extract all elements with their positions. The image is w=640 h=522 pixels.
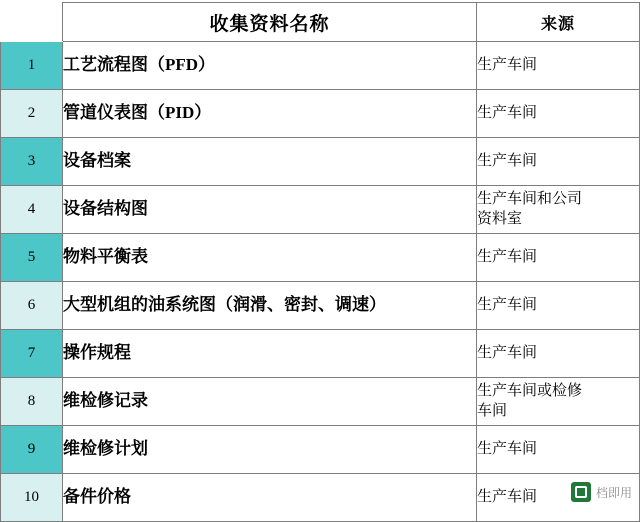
- row-source-line2: 资料室: [477, 210, 523, 227]
- row-source: [477, 378, 640, 426]
- row-source: [477, 282, 640, 330]
- row-name: 大型机组的油系统图（润滑、密封、调速）: [63, 282, 477, 330]
- row-source: [477, 90, 640, 138]
- row-source-line1: 生产车间: [477, 440, 538, 457]
- table-row: [1, 426, 640, 474]
- row-index: 2: [1, 90, 63, 138]
- row-source-line1: 生产车间: [477, 296, 538, 313]
- header-index-blank: [1, 3, 63, 42]
- row-source-line1: 生产车间: [477, 344, 538, 361]
- row-index: 7: [1, 330, 63, 378]
- collection-materials-table: [0, 2, 640, 522]
- row-source-line1: 生产车间或检修: [477, 383, 583, 399]
- row-index: 8: [1, 378, 63, 426]
- row-name: 工艺流程图（PFD）: [63, 42, 477, 90]
- table-row: [1, 138, 640, 186]
- row-index: 1: [1, 42, 63, 90]
- header-source: 来源: [477, 3, 640, 42]
- row-source-line1: 生产车间和公司: [477, 191, 583, 207]
- table-row: [1, 186, 640, 234]
- table-row: [1, 378, 640, 426]
- row-name: 维检修记录: [63, 378, 477, 426]
- row-source-line1: 生产车间: [477, 104, 538, 121]
- table-header-row: [1, 3, 640, 42]
- table-row: [1, 234, 640, 282]
- watermark: [571, 482, 632, 502]
- row-name: 维检修计划: [63, 426, 477, 474]
- row-source-line1: 生产车间: [477, 56, 538, 73]
- row-name: 操作规程: [63, 330, 477, 378]
- table-row: [1, 90, 640, 138]
- row-index: 4: [1, 186, 63, 234]
- row-index: 9: [1, 426, 63, 474]
- table-row: [1, 42, 640, 90]
- row-name: 管道仪表图（PID）: [63, 90, 477, 138]
- row-source-line1: 生产车间: [477, 488, 538, 505]
- watermark-label: 档即用: [595, 485, 632, 500]
- row-source: [477, 42, 640, 90]
- row-name: 物料平衡表: [63, 234, 477, 282]
- row-index: 10: [1, 474, 63, 522]
- row-name: 备件价格: [63, 474, 477, 522]
- row-index: 3: [1, 138, 63, 186]
- row-source: [477, 186, 640, 234]
- row-source-line2: 车间: [477, 402, 508, 419]
- table-row: [1, 330, 640, 378]
- row-name: 设备结构图: [63, 186, 477, 234]
- row-index: 5: [1, 234, 63, 282]
- row-source-line1: 生产车间: [477, 248, 538, 265]
- row-source: [477, 426, 640, 474]
- table-row: [1, 282, 640, 330]
- row-source: [477, 234, 640, 282]
- row-name: 设备档案: [63, 138, 477, 186]
- row-source-line1: 生产车间: [477, 152, 538, 169]
- row-source: [477, 330, 640, 378]
- header-name: 收集资料名称: [63, 3, 477, 42]
- table-row: [1, 474, 640, 522]
- document-logo-icon: [571, 482, 591, 502]
- row-index: 6: [1, 282, 63, 330]
- row-source: [477, 138, 640, 186]
